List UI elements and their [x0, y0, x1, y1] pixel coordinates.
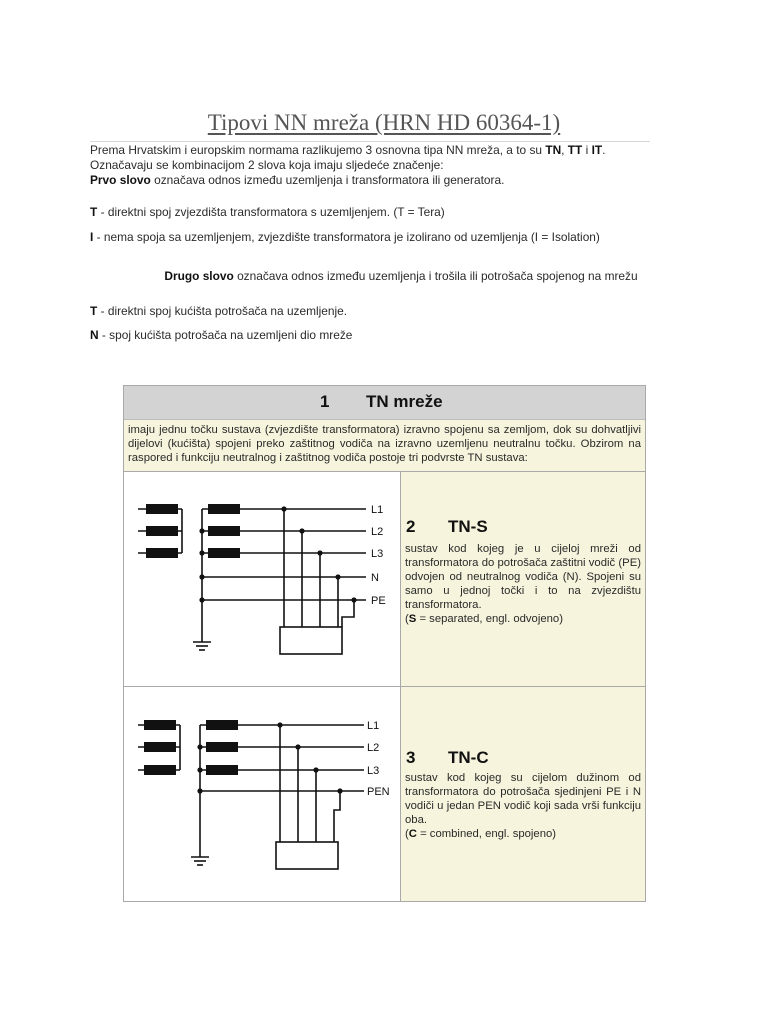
first-letter-text: označava odnos između uzemljenja i transformatora ili generatora.: [150, 173, 505, 188]
intro-tt: TT: [567, 143, 583, 157]
intro-text-2: . Označavaju se kombinacijom 2 slova koja imaju sljedeće značenje:: [90, 143, 606, 173]
first-letter-item: [90, 230, 656, 245]
tn-c-text-cell: [401, 687, 645, 901]
tn-s-diagram-cell: [124, 472, 401, 686]
intro-tn: TN: [545, 143, 562, 157]
tn-s-title: TN-S: [448, 517, 488, 536]
line-label: PEN: [367, 786, 390, 798]
tn-c-title: TN-C: [448, 748, 489, 767]
line-label: N: [371, 572, 379, 584]
intro-paragraph: [90, 143, 656, 189]
tn-c-note-open: (: [405, 828, 409, 840]
table-intro: imaju jednu točku sustava (zvjezdište transformatora) izravno spojenu sa zemljom, dok su dohvatljivi dijelovi (kućišta) spojeni preko zaštitnog vodiča na izravno uzemljenu neutralnu točku. Obzirom na raspored i funkciju neutralnog i zaštitnog vodiča postoje tri podvrste TN sustava:: [124, 419, 645, 471]
intro-it: IT: [591, 143, 603, 157]
tn-s-number: 2: [406, 517, 416, 536]
first-letter-heading: Prvo slovo: [90, 173, 151, 188]
tn-c-diagram-cell: [124, 687, 401, 901]
tn-c-note-letter: C: [408, 828, 417, 840]
item-letter: T: [90, 304, 98, 318]
tn-c-heading: [406, 748, 489, 768]
item-letter: N: [90, 328, 99, 342]
item-letter: T: [90, 205, 98, 219]
tn-s-note-text: = separated, engl. odvojeno): [416, 613, 563, 625]
line-label: L3: [371, 548, 384, 560]
line-label: L2: [367, 742, 380, 754]
second-letter-item: [90, 304, 656, 319]
tn-s-text-cell: [401, 472, 645, 686]
tn-s-note-open: (: [405, 613, 409, 625]
intro-sep-2: i: [582, 143, 592, 157]
second-letter-text: označava odnos između uzemljenja i trošila ili potrošača spojenog na mrežu: [233, 269, 638, 283]
title-divider: [90, 141, 650, 142]
line-label: PE: [371, 595, 386, 607]
tn-s-diagram: [124, 472, 400, 686]
second-letter-item: [90, 328, 656, 343]
item-text: - nema spoja sa uzemljenjem, zvjezdište transformatora je izolirano od uzemljenja (I = Isolation): [93, 230, 600, 244]
tn-s-heading: [406, 517, 488, 537]
intro-text-1: Prema Hrvatskim i europskim normama razlikujemo 3 osnovna tipa NN mreža, a to su: [90, 143, 546, 157]
item-letter: I: [90, 230, 94, 244]
table-number: 1: [320, 392, 330, 411]
table-header: [124, 386, 645, 419]
tn-s-desc-text: sustav kod kojeg je u cijeloj mreži od transformatora do potrošača zaštitni vodič (PE) odvojen od neutralnog vodiča (N). Spojeni su samo u jednoj točki i to na zvjezdištu transformatora.: [405, 543, 641, 611]
line-label: L3: [367, 765, 380, 777]
tn-s-note-letter: S: [408, 613, 417, 625]
tn-c-desc-text: sustav kod kojeg su cijelom dužinom od transformatora do potrošača sjedinjeni PE i N vodiči u jedan PEN vodič koji sada vrši funkciju oba.: [405, 772, 641, 826]
page-title: Tipovi NN mreža (HRN HD 60364-1): [207, 110, 561, 135]
line-label: L1: [367, 720, 380, 732]
tn-c-note-text: = combined, engl. spojeno): [416, 828, 557, 840]
line-label: L2: [371, 526, 384, 538]
first-letter-item: [90, 205, 656, 220]
tn-c-diagram: [124, 687, 400, 901]
item-text: - spoj kućišta potrošača na uzemljeni dio mreže: [98, 328, 353, 342]
table-title: TN mreže: [366, 392, 443, 411]
tn-s-description: [405, 542, 641, 626]
tn-c-number: 3: [406, 748, 416, 767]
line-label: L1: [371, 504, 384, 516]
intro-sep-1: ,: [561, 143, 568, 157]
item-text: - direktni spoj zvjezdišta transformatora s uzemljenjem. (T = Tera): [97, 205, 445, 219]
tn-networks-table: [123, 385, 646, 902]
second-letter-heading: Drugo slovo: [164, 269, 234, 283]
item-text: - direktni spoj kućišta potrošača na uzemljenje.: [97, 304, 348, 318]
second-letter-paragraph: [90, 269, 712, 284]
tn-c-description: [405, 771, 641, 841]
